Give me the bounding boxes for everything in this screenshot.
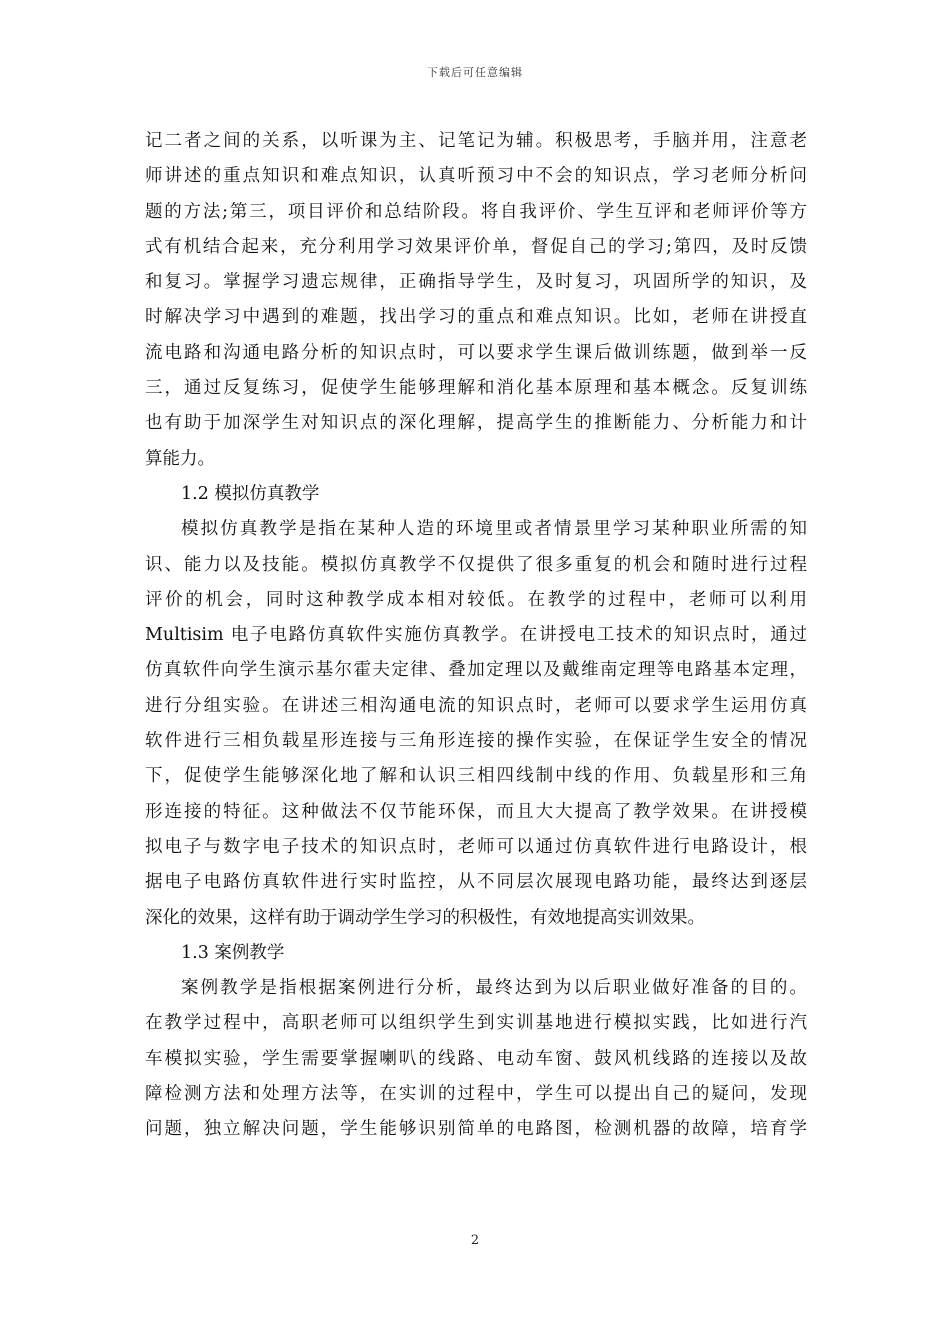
- section-heading-1-3: 1.3 案例教学: [181, 942, 285, 963]
- text-line: 时解决学习中遇到的难题，找出学习的重点和难点知识。比如，老师在讲授直: [145, 307, 807, 328]
- text-line: 评价的机会，同时这种教学成本相对较低。在教学的过程中，老师可以利用: [145, 589, 807, 610]
- text-line: 据电子电路仿真软件进行实时监控，从不同层次展现电路功能，最终达到逐层: [145, 872, 807, 893]
- document-body: [145, 124, 807, 1148]
- text-line: 题的方法;第三，项目评价和总结阶段。将自我评价、学生互评和老师评价等方: [145, 201, 807, 222]
- text-line: Multisim 电子电路仿真软件实施仿真教学。在讲授电工技术的知识点时，通过: [145, 625, 807, 646]
- page-header: 下载后可任意编辑: [427, 66, 523, 79]
- text-line: 仿真软件向学生演示基尔霍夫定律、叠加定理以及戴维南定理等电路基本定理，: [145, 660, 807, 681]
- section-paragraph-1-3: [145, 971, 807, 1147]
- text-line: 模拟仿真教学是指在某种人造的环境里或者情景里学习某种职业所需的知: [181, 519, 807, 540]
- text-line: 深化的效果，这样有助于调动学生学习的积极性，有效地提高实训效果。: [145, 907, 705, 928]
- text-line: 案例教学是指根据案例进行分析，最终达到为以后职业做好准备的目的。: [181, 978, 807, 999]
- text-line: 软件进行三相负载星形连接与三角形连接的操作实验，在保证学生安全的情况: [145, 731, 807, 752]
- text-line: 识、能力以及技能。模拟仿真教学不仅提供了很多重复的机会和随时进行过程: [145, 554, 807, 575]
- text-line: 也有助于加深学生对知识点的深化理解，提高学生的推断能力、分析能力和计: [145, 413, 807, 434]
- text-line: 和复习。掌握学习遗忘规律，正确指导学生，及时复习，巩固所学的知识，及: [145, 272, 807, 293]
- text-line: 进行分组实验。在讲述三相沟通电流的知识点时，老师可以要求学生运用仿真: [145, 695, 807, 716]
- text-line: 三，通过反复练习，促使学生能够理解和消化基本原理和基本概念。反复训练: [145, 378, 807, 399]
- section-heading-1-2: 1.2 模拟仿真教学: [181, 483, 320, 504]
- text-line: 障检测方法和处理方法等，在实训的过程中，学生可以提出自己的疑问，发现: [145, 1084, 807, 1105]
- text-line: 在教学过程中，高职老师可以组织学生到实训基地进行模拟实践，比如进行汽: [145, 1013, 807, 1034]
- text-line: 问题，独立解决问题，学生能够识别简单的电路图，检测机器的故障，培育学: [145, 1119, 807, 1140]
- page-number: 2: [470, 1233, 480, 1248]
- section-paragraph-1-2: [145, 512, 807, 936]
- text-line: 师讲述的重点知识和难点知识，认真听预习中不会的知识点，学习老师分析问: [145, 166, 807, 187]
- text-line: 算能力。: [145, 448, 215, 469]
- text-line: 拟电子与数字电子技术的知识点时，老师可以通过仿真软件进行电路设计，根: [145, 836, 807, 857]
- text-line: 形连接的特征。这种做法不仅节能环保，而且大大提高了教学效果。在讲授模: [145, 801, 807, 822]
- text-line: 式有机结合起来，充分利用学习效果评价单，督促自己的学习;第四，及时反馈: [145, 236, 807, 257]
- text-line: 流电路和沟通电路分析的知识点时，可以要求学生课后做训练题，做到举一反: [145, 342, 807, 363]
- text-line: 记二者之间的关系，以听课为主、记笔记为辅。积极思考，手脑并用，注意老: [145, 131, 807, 151]
- text-line: 车模拟实验，学生需要掌握喇叭的线路、电动车窗、鼓风机线路的连接以及故: [145, 1048, 807, 1069]
- paragraph-continuation: [145, 124, 807, 477]
- text-line: 下，促使学生能够深化地了解和认识三相四线制中线的作用、负载星形和三角: [145, 766, 807, 787]
